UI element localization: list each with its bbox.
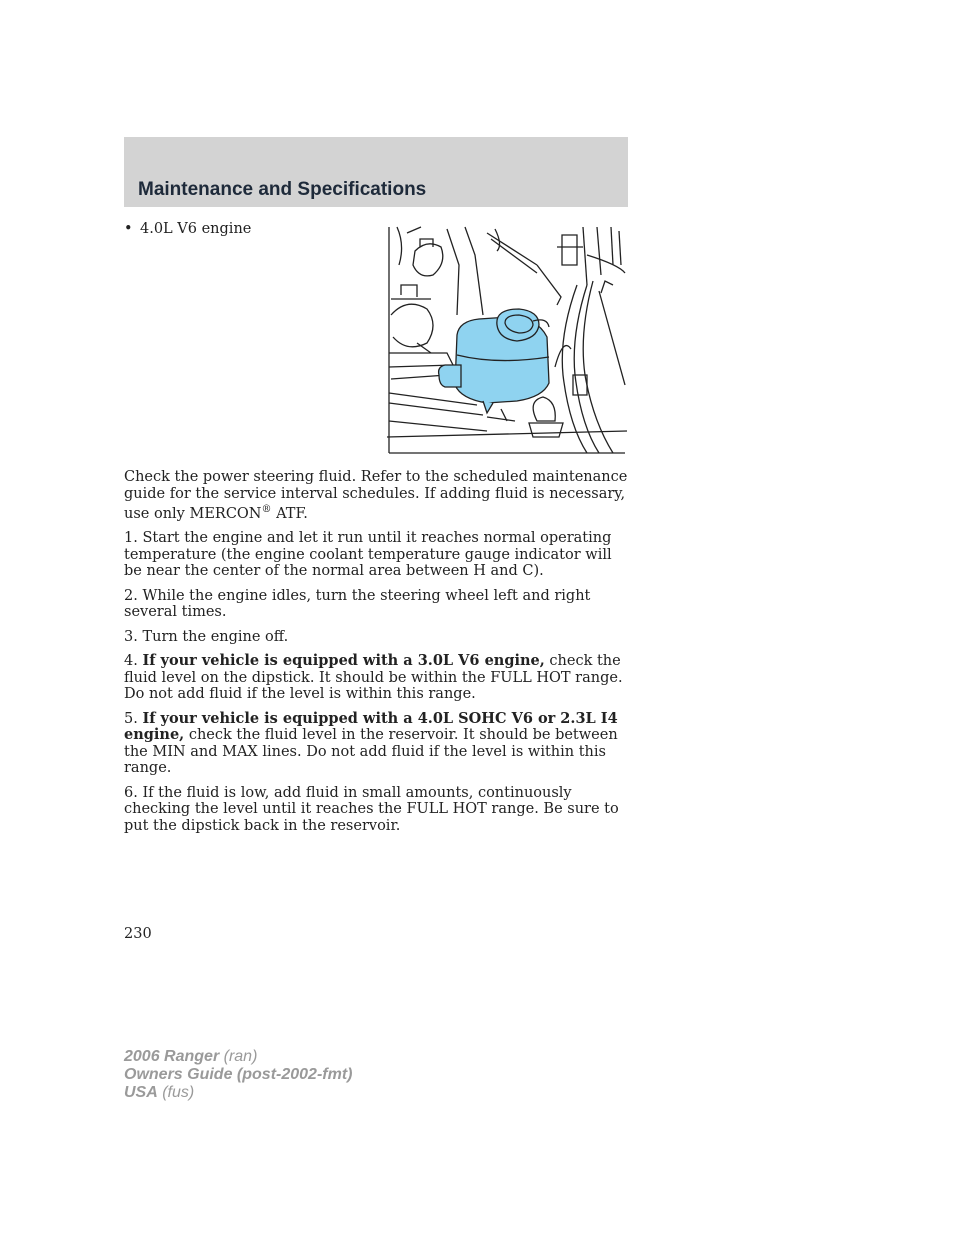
step-5-number: 5. bbox=[124, 710, 143, 727]
registered-mark: ® bbox=[261, 504, 272, 515]
bullet-dot-icon: • bbox=[124, 221, 133, 237]
step-4-condition: If your vehicle is equipped with a 3.0L V6 engine, bbox=[142, 652, 545, 670]
footer-line-3 bbox=[124, 1084, 352, 1102]
bullet-item bbox=[124, 221, 251, 237]
section-header-band bbox=[124, 137, 628, 207]
power-steering-reservoir-illustration bbox=[387, 225, 627, 455]
step-1: 1. Start the engine and let it run until it reaches normal operating temperature (the engine coolant temperature gauge indicator will be near the center of the normal area between H and C). bbox=[124, 530, 612, 580]
instructions-body bbox=[124, 469, 628, 842]
footer-model: 2006 Ranger bbox=[124, 1048, 220, 1065]
footer-market: USA bbox=[124, 1084, 158, 1101]
step-4 bbox=[124, 653, 628, 703]
footer-model-code: (ran) bbox=[219, 1048, 258, 1065]
step-5-text: check the fluid level in the reservoir. It should be between the MIN and MAX lines. Do not add fluid if the level is within this range. bbox=[124, 727, 618, 777]
footer-line-2: Owners Guide (post-2002-fmt) bbox=[124, 1066, 353, 1083]
bullet-text: 4.0L V6 engine bbox=[140, 221, 252, 237]
footer-market-code: (fus) bbox=[157, 1084, 195, 1101]
step-3: 3. Turn the engine off. bbox=[124, 628, 289, 645]
intro-paragraph bbox=[124, 469, 628, 522]
document-footer bbox=[124, 1048, 352, 1102]
step-5 bbox=[124, 711, 628, 777]
step-4-number: 4. bbox=[124, 653, 143, 670]
step-5-condition: If your vehicle is equipped with a 4.0L SOHC V6 or 2.3L I4 engine, bbox=[124, 709, 618, 744]
step-6: 6. If the fluid is low, add fluid in small amounts, continuously checking the level until it reaches the FULL HOT range. Be sure to put the dipstick back in the reservoir. bbox=[124, 784, 619, 834]
step-2: 2. While the engine idles, turn the steering wheel left and right several times. bbox=[124, 587, 591, 621]
step-4-text: check the fluid level on the dipstick. It should be within the FULL HOT range. Do not add fluid if the level is within this range. bbox=[124, 653, 623, 703]
intro-text-end: ATF. bbox=[271, 505, 308, 522]
intro-text: Check the power steering fluid. Refer to the scheduled maintenance guide for the service interval schedules. If adding fluid is necessary, use only MERCON bbox=[124, 469, 628, 522]
footer-line-1 bbox=[124, 1048, 352, 1066]
page-number: 230 bbox=[124, 926, 152, 942]
section-title: Maintenance and Specifications bbox=[138, 179, 427, 200]
